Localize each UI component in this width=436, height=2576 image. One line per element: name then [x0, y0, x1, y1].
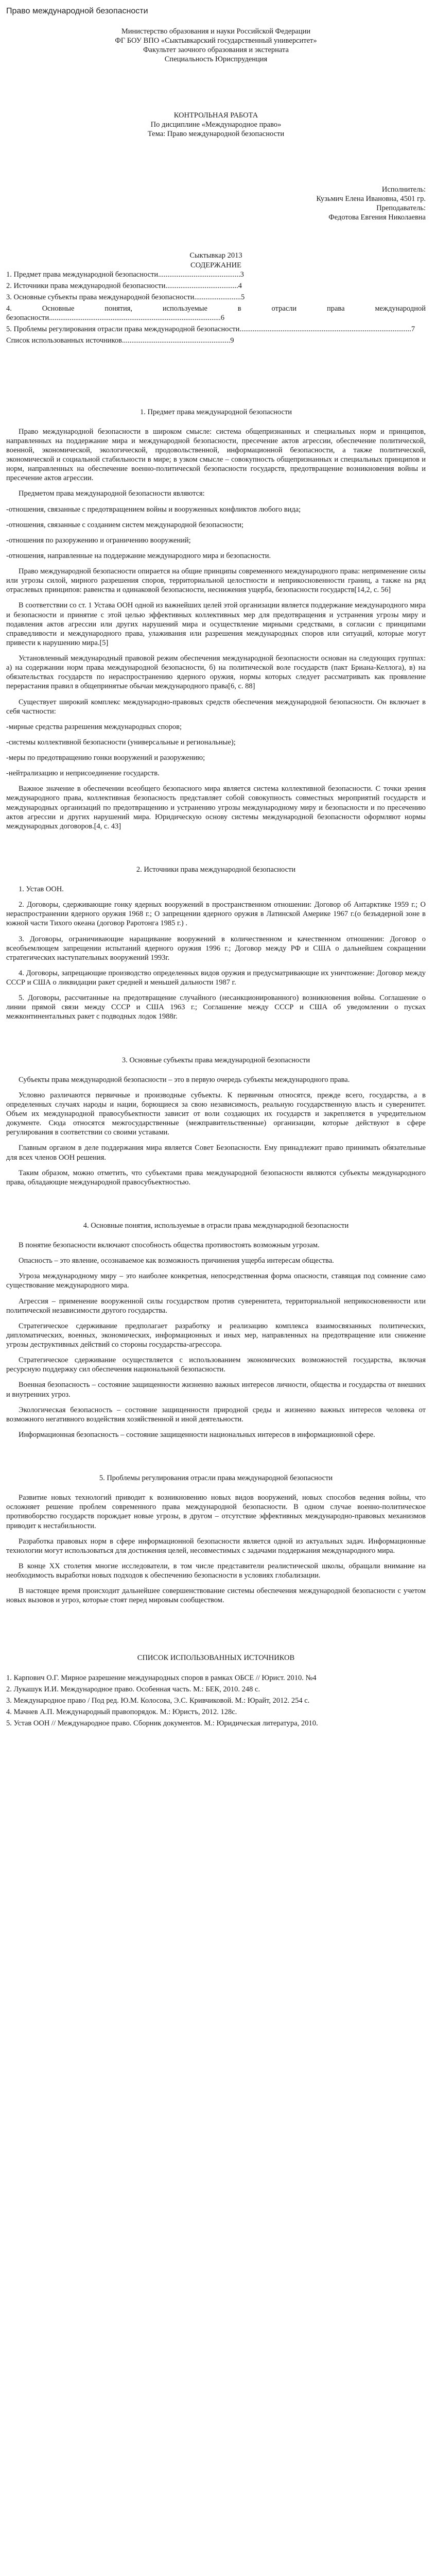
paragraph: Агрессия – применение вооруженной силы государством против суверенитета, территориальной неприкосновенности или политической независимости другого государства.: [6, 1297, 426, 1315]
paragraph: 2. Договоры, сдерживающие гонку ядерных вооружений в пространственном отношении: Договор об Антарктике 1959 г.; О нераспространении ядерного оружия 1968 г.; О запрещении ядерного оружия в Латинской Америке 1967 г.(о безъядерной зоне в южной части Тихого океана (договор Раротонга 1985 г.) .: [6, 901, 426, 928]
section-2: [6, 865, 426, 1022]
paragraph: Главным органом в деле поддержания мира является Совет Безопасности. Ему принадлежит право принимать обязательные для всех членов ООН решения.: [6, 1144, 426, 1162]
toc-item: 5. Проблемы регулирования отрасли права международной безопасности............................................................................................7: [6, 325, 415, 334]
reference-item: 1. Карпович О.Г. Мирное разрешение международных споров в рамках ОБСЕ // Юрист. 2010. №4: [6, 1673, 317, 1682]
paragraph: -отношения, направленные на поддержание международного мира и безопасности.: [6, 551, 271, 560]
topic-line: Тема: Право международной безопасности: [147, 129, 285, 138]
paragraph: Экологическая безопасность – состояние защищенности природной среды и жизненно важных интересов человека от возможного негативного воздействия хозяйственной и иной деятельности.: [6, 1405, 426, 1423]
paragraph: Субъекты права международной безопасности – это в первую очередь субъекты международного права.: [19, 1075, 350, 1084]
paragraph: Разработка правовых норм в сфере информационной безопасности является одной из актуальных задач. Информационные технологии могут использоваться для достижения целей, несовместимых с задачами поддержания международного мира.: [6, 1537, 426, 1555]
paragraph: Важное значение в обеспечении всеобщего безопасного мира является система коллективной безопасности. С точки зрения международного права, коллективная безопасность представляет собой совокупность совместных мероприятий государств и международных организаций по предотвращению и устранению угрозы международному миру и безопасности и по пресечению актов агрессии и других нарушений мира. Юридическую основу системы международной безопасности оформляют нормы международных договоров.[4, с. 43]: [6, 785, 426, 831]
page-title: Право международной безопасности: [6, 7, 148, 15]
section-title: 5. Проблемы регулирования отрасли права международной безопасности: [99, 1474, 333, 1482]
paragraph: В конце XX столетия многие исследователи, в том числе представители реалистической школы, обращали внимание на необходимость выработки новых подходов к обеспечению безопасности в условиях глобализации.: [6, 1562, 426, 1580]
paragraph: 3. Договоры, ограничивающие наращивание вооружений в количественном и качественном отношении: Договор о всеобъемлющем запрещении испытаний ядерного оружия 1996 г.; Договор между РФ и США о дальнейшем сокращении стратегических наступательных вооружений 1993г.: [6, 935, 426, 962]
paragraph: Условно различаются первичные и производные субъекты. К первичным относятся, прежде всего, государства, а в определенных случаях народы и нации, борющиеся за свою независимость, реальную государственную власть и суверенитет. Объем их международной правосубъектности зависит от воли создающих их государств и закрепляется в учредительном документе. Сюда относятся межгосударственные (межправительственные) организации, которые действуют в сфере регулирования в соответствии со своими уставами.: [6, 1091, 426, 1137]
paragraph: 5. Договоры, рассчитанные на предотвращение случайного (несанкционированного) возникновения войны. Соглашение о линии прямой связи между СССР и США 1963 г.; Соглашение между СССР и США об уведомлении о пусках межконтинентальных ракет с подводных лодок 1988г.: [6, 994, 426, 1021]
paragraph: В понятие безопасности включают способность общества противостоять возможным угрозам.: [19, 1241, 320, 1249]
paragraph: В настоящее время происходит дальнейшее совершенствование системы обеспечения международной безопасности с учетом новых вызовов и угроз, которые стоят перед мировым сообществом.: [6, 1587, 426, 1605]
toc-item: Список использованных источников..........................................................9: [6, 336, 234, 345]
paragraph: Предметом права международной безопасности являются:: [19, 489, 205, 498]
paragraph: Существует широкий комплекс международно-правовых средств обеспечения международной безопасности. Он включает в себя частности:: [6, 698, 426, 716]
paragraph: Угроза международному миру – это наиболее конкретная, непосредственная форма опасности, ставящая под сомнение само существование международного мира.: [6, 1272, 426, 1290]
reference-item: 5. Устав ООН // Международное право. Сборник документов. М.: Юридическая литература, 2010.: [6, 1719, 318, 1727]
paragraph: Право международной безопасности в широком смысле: система общепризнанных и специальных норм и принципов, направленных на поддержание мира и международной безопасности, пресечение актов агрессии, обеспечение политической, военной, экономической, экологической, продовольственной, информационной безопасности, а также политической, экономической и социальной стабильности в мире; в узком смысле – совокупность общепризнанных и специальных принципов и норм, направленных на обеспечение военно-политической безопасности государств, предотвращение возникновения войны и пресечение актов агрессии.: [6, 427, 426, 483]
reference-item: 3. Международное право / Под ред. Ю.М. Колосова, Э.С. Кривчиковой. М.: Юрайт, 2012. 254 с.: [6, 1696, 310, 1705]
teacher-name: Федотова Евгения Николаевна: [328, 213, 426, 222]
toc-item: 3. Основные субъекты права международной безопасности.........................5: [6, 293, 245, 301]
toc-item: 4. Основные понятия, используемые в отрасли права международной безопасности............................................................................................6: [6, 304, 426, 323]
paragraph: В соответствии со ст. 1 Устава ООН одной из важнейших целей этой организации является поддержание международного мира и безопасности и принятие с этой целью эффективных коллективных мер для предотвращения и устранения угрозы миру и подавления актов агрессии или других нарушений мира и осуществление мирными средствами, в согласии с принципами справедливости и международного права, улаживания или разрешения международных споров или ситуаций, которые могут привести к нарушению мира.[5]: [6, 601, 426, 647]
paragraph: -меры по предотвращению гонки вооружений и разоружению;: [6, 754, 205, 762]
paragraph: -нейтрализацию и неприсоединение государств.: [6, 769, 160, 778]
discipline-line: По дисциплине «Международное право»: [150, 120, 282, 129]
section-4: [6, 1221, 426, 1439]
performer-label: Исполнитель:: [381, 185, 426, 194]
paragraph: -отношения, связанные с созданием систем международной безопасности;: [6, 520, 244, 529]
paragraph: -отношения, связанные с предотвращением войны и вооруженных конфликтов любого вида;: [6, 505, 301, 514]
section-3: [6, 1056, 426, 1187]
paragraph: -мирные средства разрешения международных споров;: [6, 722, 182, 731]
section-1: [6, 408, 426, 831]
title-page: [6, 27, 426, 261]
reference-item: 2. Лукашук И.И. Международное право. Особенная часть. М.: БЕК, 2010. 248 с.: [6, 1685, 260, 1693]
references-heading: СПИСОК ИСПОЛЬЗОВАННЫХ ИСТОЧНИКОВ: [137, 1654, 295, 1663]
teacher-label: Преподаватель:: [376, 204, 426, 213]
paragraph: Опасность – это явление, осознаваемое как возможность причинения ущерба интересам общества.: [19, 1257, 334, 1265]
ministry-line: Министерство образования и науки Российской Федерации: [121, 27, 311, 36]
university-line: ФГ БОУ ВПО «Сыктывкарский государственный университет»: [115, 37, 317, 45]
paragraph: -системы коллективной безопасности (универсальные и региональные);: [6, 738, 236, 747]
section-title: 2. Источники права международной безопасности: [136, 865, 296, 874]
paragraph: Право международной безопасности опирается на общие принципы современного международного права: неприменение силы или угрозы силой, мирного разрешения споров, территориальной целостности и неприкосновенности границ, а также на ряд отраслевых принципов: равенства и одинаковой безопасности, неснижения ущерба, безопасности государств[14,2, с. 56]: [6, 567, 426, 595]
paragraph: Установленный международный правовой режим обеспечения международной безопасности основан на следующих группах: а) на содержании норм права международной безопасности, б) на политической воле государств (пакт Бриана-Келлога), в) на обязательствах государств по нераспространению ядерного оружия, нормы которых следует рассматривать как проявление перерастания правил в общепринятые обычаи международного права[6, с. 88]: [6, 654, 426, 691]
speciality-line: Специальность Юриспруденция: [164, 55, 268, 64]
paragraph: Стратегическое сдерживание осуществляется с использованием экономических возможностей государства, включая ресурсную поддержку сил обеспечения национальной безопасности.: [6, 1356, 426, 1374]
section-title: 4. Основные понятия, используемые в отрасли права международной безопасности: [83, 1221, 349, 1230]
references: [6, 1653, 426, 1728]
section-title: 1. Предмет права международной безопасности: [139, 408, 292, 416]
work-type: КОНТРОЛЬНАЯ РАБОТА: [173, 111, 258, 120]
paragraph: Стратегическое сдерживание предполагает разработку и реализацию комплекса взаимосвязанных политических, дипломатических, военных, экономических, информационных и иных мер, направленных на предотвращение или снижение угрозы деструктивных действий со стороны государства-агрессора.: [6, 1321, 426, 1349]
paragraph: Таким образом, можно отметить, что субъектами права международной безопасности являются субъекты международного права, обладающие международной правосубъектностью.: [6, 1168, 426, 1187]
performer-name: Кузьмич Елена Ивановна, 4501 гр.: [316, 195, 426, 203]
paragraph: 4. Договоры, запрещающие производство определенных видов оружия и предусматривающие их уничтожение: Договор между СССР и США о ликвидации ракет средней и меньшей дальности 1987 г.: [6, 969, 426, 987]
toc-item: 1. Предмет права международной безопасности............................................3: [6, 270, 244, 279]
paragraph: -отношения по разоружению и ограничению вооружений;: [6, 536, 191, 545]
table-of-contents: [6, 261, 426, 346]
paragraph: Информационная безопасность – состояние защищенности национальных интересов в информационной сфере.: [19, 1430, 375, 1439]
toc-item: 2. Источники права международной безопасности.......................................4: [6, 281, 242, 290]
paragraph: Военная безопасность – состояние защищенности жизненно важных интересов личности, общества и государства от внешних и внутренних угроз.: [6, 1381, 426, 1399]
section-title: 3. Основные субъекты права международной безопасности: [121, 1056, 310, 1064]
place-year: Сыктывкар 2013: [189, 251, 242, 260]
section-5: [6, 1473, 426, 1605]
paragraph: Развитие новых технологий приводит к возникновению новых видов вооружений, новых способов ведения войны, что осложняет решение проблем современного права международной безопасности. В одном случае военно-политическое противоборство государств порождает новые угрозы, в другом – отсутствие эффективных международно-правовых механизмов приводит к нестабильности.: [6, 1494, 426, 1530]
toc-heading: СОДЕРЖАНИЕ: [190, 261, 241, 269]
reference-item: 4. Мачнев А.П. Международный правопорядок. М.: Юристъ, 2012. 128с.: [6, 1707, 237, 1716]
paragraph: 1. Устав ООН.: [19, 885, 64, 893]
faculty-line: Факультет заочного образования и экстерната: [143, 46, 289, 55]
